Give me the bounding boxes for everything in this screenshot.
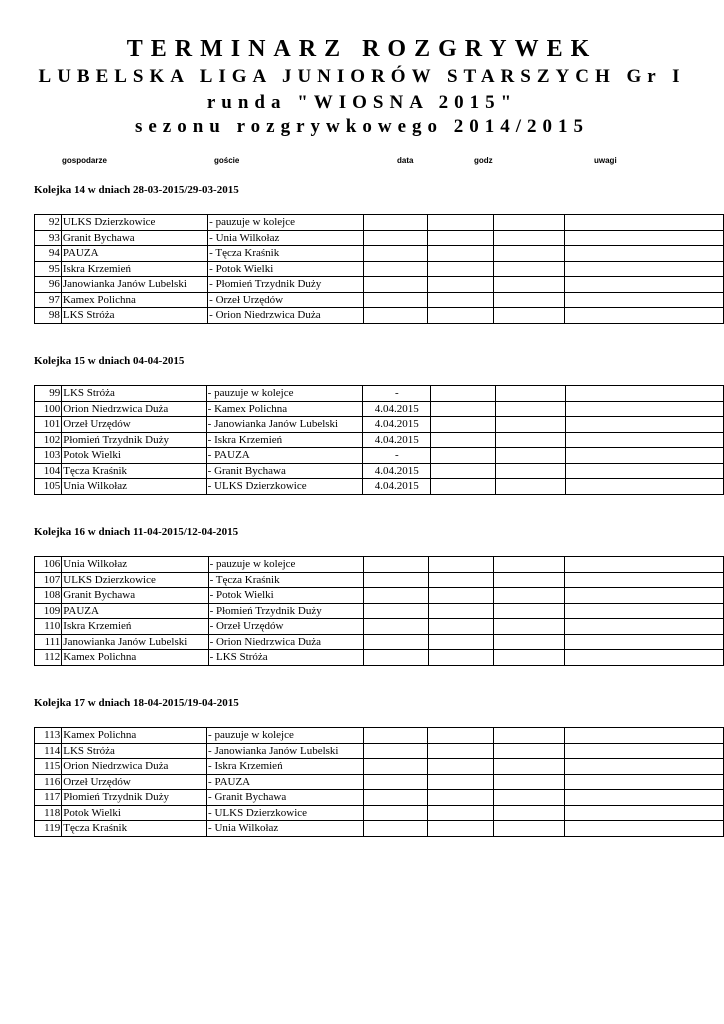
- table-row: [35, 821, 724, 837]
- away-team: - Tęcza Kraśnik: [208, 246, 363, 262]
- notes-cell: [566, 463, 724, 479]
- notes-cell: [493, 572, 564, 588]
- match-date: 4.04.2015: [363, 401, 431, 417]
- table-row: [35, 246, 724, 262]
- home-team: PAUZA: [61, 246, 207, 262]
- home-team: PAUZA: [62, 603, 208, 619]
- match-number: 94: [35, 246, 62, 262]
- away-team: - Iskra Krzemień: [207, 759, 364, 775]
- away-team: - Janowianka Janów Lubelski: [206, 417, 363, 433]
- match-date: 4.04.2015: [363, 417, 431, 433]
- notes-cell: [493, 277, 564, 293]
- away-team: - Granit Bychawa: [207, 790, 364, 806]
- match-time: [428, 774, 493, 790]
- match-time: [431, 448, 496, 464]
- match-time: [431, 386, 496, 402]
- away-team: - PAUZA: [207, 774, 364, 790]
- away-team: - Janowianka Janów Lubelski: [207, 743, 364, 759]
- match-date: [363, 743, 428, 759]
- table-row: [35, 634, 724, 650]
- notes-cell: [566, 448, 724, 464]
- match-number: 103: [35, 448, 62, 464]
- match-date: 4.04.2015: [363, 479, 431, 495]
- notes-cell: [564, 821, 723, 837]
- away-team: - pauzuje w kolejce: [208, 215, 363, 231]
- notes-cell: [564, 230, 723, 246]
- match-date: [363, 821, 428, 837]
- match-time: [428, 557, 493, 573]
- notes-cell: [564, 650, 723, 666]
- notes-cell: [564, 308, 723, 324]
- home-team: Kamex Polichna: [61, 292, 207, 308]
- match-number: 95: [35, 261, 62, 277]
- notes-cell: [493, 230, 564, 246]
- table-row: [35, 432, 724, 448]
- home-team: LKS Stróża: [61, 308, 207, 324]
- match-date: 4.04.2015: [363, 432, 431, 448]
- match-date: [363, 215, 428, 231]
- column-header-notes: uwagi: [594, 156, 617, 165]
- match-number: 112: [35, 650, 62, 666]
- match-number: 93: [35, 230, 62, 246]
- home-team: Tęcza Kraśnik: [62, 821, 207, 837]
- away-team: - Orion Niedrzwica Duża: [208, 634, 363, 650]
- notes-cell: [564, 292, 723, 308]
- table-row: [35, 557, 724, 573]
- match-number: 114: [35, 743, 62, 759]
- table-row: [35, 790, 724, 806]
- home-team: Janowianka Janów Lubelski: [61, 277, 207, 293]
- away-team: - Orzeł Urzędów: [208, 619, 363, 635]
- notes-cell: [496, 401, 566, 417]
- fixture-table: [34, 556, 724, 666]
- match-date: [363, 572, 428, 588]
- away-team: - LKS Stróża: [208, 650, 363, 666]
- match-number: 99: [35, 386, 62, 402]
- home-team: Kamex Polichna: [62, 650, 208, 666]
- notes-cell: [496, 417, 566, 433]
- table-row: [35, 774, 724, 790]
- home-team: Kamex Polichna: [62, 728, 207, 744]
- table-row: [35, 603, 724, 619]
- match-number: 118: [35, 805, 62, 821]
- notes-cell: [496, 432, 566, 448]
- match-number: 92: [35, 215, 62, 231]
- match-date: [363, 774, 428, 790]
- column-header-time: godz: [474, 156, 493, 165]
- match-number: 97: [35, 292, 62, 308]
- table-row: [35, 572, 724, 588]
- notes-cell: [493, 634, 564, 650]
- notes-cell: [564, 774, 723, 790]
- match-number: 101: [35, 417, 62, 433]
- match-date: [363, 650, 428, 666]
- table-row: [35, 743, 724, 759]
- match-time: [428, 308, 494, 324]
- home-team: Orion Niedrzwica Duża: [62, 401, 206, 417]
- notes-cell: [564, 805, 723, 821]
- match-time: [428, 634, 493, 650]
- home-team: Granit Bychawa: [61, 230, 207, 246]
- table-row: [35, 588, 724, 604]
- match-date: [363, 619, 428, 635]
- notes-cell: [493, 743, 564, 759]
- match-time: [428, 728, 493, 744]
- notes-cell: [564, 246, 723, 262]
- match-number: 113: [35, 728, 62, 744]
- match-number: 100: [35, 401, 62, 417]
- notes-cell: [564, 572, 723, 588]
- away-team: - Płomień Trzydnik Duży: [208, 603, 363, 619]
- match-date: [363, 759, 428, 775]
- match-number: 98: [35, 308, 62, 324]
- season-name: sezonu rozgrywkowego 2014/2015: [134, 116, 590, 137]
- match-time: [431, 479, 496, 495]
- column-header-date: data: [397, 156, 414, 165]
- notes-cell: [564, 603, 723, 619]
- notes-cell: [564, 759, 723, 775]
- match-time: [431, 401, 496, 417]
- home-team: Tęcza Kraśnik: [62, 463, 206, 479]
- notes-cell: [493, 215, 564, 231]
- column-header-home: gospodarze: [62, 156, 107, 165]
- table-row: [35, 308, 724, 324]
- match-date: [363, 603, 428, 619]
- notes-cell: [493, 790, 564, 806]
- match-date: [363, 728, 428, 744]
- match-date: [363, 308, 428, 324]
- away-team: - Potok Wielki: [208, 588, 363, 604]
- match-time: [428, 215, 494, 231]
- away-team: - pauzuje w kolejce: [208, 557, 363, 573]
- table-row: [35, 417, 724, 433]
- table-row: [35, 805, 724, 821]
- match-time: [428, 230, 494, 246]
- column-header-away: goście: [214, 156, 240, 165]
- notes-cell: [564, 619, 723, 635]
- notes-cell: [493, 308, 564, 324]
- away-team: - ULKS Dzierzkowice: [206, 479, 363, 495]
- notes-cell: [493, 759, 564, 775]
- fixture-table: [34, 727, 724, 837]
- notes-cell: [496, 448, 566, 464]
- match-time: [431, 432, 496, 448]
- away-team: - PAUZA: [206, 448, 363, 464]
- table-row: [35, 230, 724, 246]
- round-title: Kolejka 16 w dniach 11-04-2015/12-04-2015: [34, 526, 239, 538]
- home-team: Janowianka Janów Lubelski: [62, 634, 208, 650]
- table-row: [35, 386, 724, 402]
- match-date: [363, 557, 428, 573]
- round-title: Kolejka 14 w dniach 28-03-2015/29-03-2015: [34, 184, 239, 196]
- match-time: [428, 650, 493, 666]
- match-number: 119: [35, 821, 62, 837]
- home-team: Płomień Trzydnik Duży: [62, 432, 206, 448]
- match-date: -: [363, 448, 431, 464]
- match-number: 106: [35, 557, 62, 573]
- away-team: - Płomień Trzydnik Duży: [208, 277, 363, 293]
- match-number: 116: [35, 774, 62, 790]
- match-number: 111: [35, 634, 62, 650]
- match-date: [363, 246, 428, 262]
- home-team: Iskra Krzemień: [61, 261, 207, 277]
- match-time: [428, 603, 493, 619]
- match-date: -: [363, 386, 431, 402]
- notes-cell: [493, 261, 564, 277]
- match-time: [428, 759, 493, 775]
- match-date: [363, 261, 428, 277]
- match-date: [363, 230, 428, 246]
- match-time: [428, 292, 494, 308]
- match-date: [363, 634, 428, 650]
- away-team: - Orion Niedrzwica Duża: [208, 308, 363, 324]
- home-team: Potok Wielki: [62, 448, 206, 464]
- table-row: [35, 479, 724, 495]
- notes-cell: [564, 634, 723, 650]
- home-team: Unia Wilkołaz: [62, 479, 206, 495]
- notes-cell: [493, 774, 564, 790]
- table-row: [35, 448, 724, 464]
- home-team: Iskra Krzemień: [62, 619, 208, 635]
- notes-cell: [493, 821, 564, 837]
- home-team: ULKS Dzierzkowice: [62, 572, 208, 588]
- notes-cell: [564, 588, 723, 604]
- away-team: - ULKS Dzierzkowice: [207, 805, 364, 821]
- league-name: LUBELSKA LIGA JUNIORÓW STARSZYCH Gr I: [38, 66, 686, 87]
- home-team: Orion Niedrzwica Duża: [62, 759, 207, 775]
- match-number: 96: [35, 277, 62, 293]
- notes-cell: [493, 557, 564, 573]
- away-team: - Tęcza Kraśnik: [208, 572, 363, 588]
- table-row: [35, 261, 724, 277]
- match-number: 115: [35, 759, 62, 775]
- notes-cell: [493, 650, 564, 666]
- away-team: - Granit Bychawa: [206, 463, 363, 479]
- match-time: [428, 572, 493, 588]
- match-time: [431, 463, 496, 479]
- round-title: Kolejka 17 w dniach 18-04-2015/19-04-2015: [34, 697, 239, 709]
- notes-cell: [493, 619, 564, 635]
- away-team: - pauzuje w kolejce: [207, 728, 364, 744]
- home-team: LKS Stróża: [62, 386, 206, 402]
- match-number: 110: [35, 619, 62, 635]
- notes-cell: [496, 463, 566, 479]
- match-time: [428, 790, 493, 806]
- notes-cell: [566, 432, 724, 448]
- table-row: [35, 215, 724, 231]
- notes-cell: [493, 805, 564, 821]
- home-team: Płomień Trzydnik Duży: [62, 790, 207, 806]
- notes-cell: [566, 417, 724, 433]
- home-team: Granit Bychawa: [62, 588, 208, 604]
- away-team: - pauzuje w kolejce: [206, 386, 363, 402]
- fixture-table: [34, 385, 724, 495]
- match-time: [428, 588, 493, 604]
- notes-cell: [564, 261, 723, 277]
- match-date: [363, 292, 428, 308]
- home-team: Potok Wielki: [62, 805, 207, 821]
- notes-cell: [493, 603, 564, 619]
- document-title: TERMINARZ ROZGRYWEK: [126, 36, 598, 62]
- match-time: [428, 619, 493, 635]
- match-time: [428, 805, 493, 821]
- notes-cell: [493, 588, 564, 604]
- table-row: [35, 277, 724, 293]
- notes-cell: [564, 557, 723, 573]
- notes-cell: [493, 728, 564, 744]
- round-title: Kolejka 15 w dniach 04-04-2015: [34, 355, 185, 367]
- notes-cell: [564, 790, 723, 806]
- match-date: [363, 277, 428, 293]
- match-number: 104: [35, 463, 62, 479]
- match-date: 4.04.2015: [363, 463, 431, 479]
- home-team: LKS Stróża: [62, 743, 207, 759]
- match-number: 109: [35, 603, 62, 619]
- fixture-table: [34, 214, 724, 324]
- match-date: [363, 588, 428, 604]
- away-team: - Iskra Krzemień: [206, 432, 363, 448]
- notes-cell: [496, 479, 566, 495]
- match-time: [428, 277, 494, 293]
- home-team: ULKS Dzierzkowice: [61, 215, 207, 231]
- table-row: [35, 401, 724, 417]
- match-time: [431, 417, 496, 433]
- table-row: [35, 292, 724, 308]
- round-name: runda "WIOSNA 2015": [206, 92, 518, 113]
- match-time: [428, 246, 494, 262]
- notes-cell: [566, 386, 724, 402]
- away-team: - Kamex Polichna: [206, 401, 363, 417]
- notes-cell: [566, 401, 724, 417]
- match-number: 117: [35, 790, 62, 806]
- match-number: 102: [35, 432, 62, 448]
- match-number: 107: [35, 572, 62, 588]
- home-team: Unia Wilkołaz: [62, 557, 208, 573]
- table-row: [35, 619, 724, 635]
- notes-cell: [564, 728, 723, 744]
- table-row: [35, 728, 724, 744]
- match-number: 108: [35, 588, 62, 604]
- notes-cell: [564, 743, 723, 759]
- table-row: [35, 650, 724, 666]
- notes-cell: [496, 386, 566, 402]
- notes-cell: [493, 292, 564, 308]
- match-date: [363, 790, 428, 806]
- away-team: - Orzeł Urzędów: [208, 292, 363, 308]
- match-date: [363, 805, 428, 821]
- notes-cell: [493, 246, 564, 262]
- match-number: 105: [35, 479, 62, 495]
- match-time: [428, 821, 493, 837]
- match-time: [428, 743, 493, 759]
- home-team: Orzeł Urzędów: [62, 417, 206, 433]
- match-time: [428, 261, 494, 277]
- table-row: [35, 759, 724, 775]
- away-team: - Potok Wielki: [208, 261, 363, 277]
- away-team: - Unia Wilkołaz: [208, 230, 363, 246]
- table-row: [35, 463, 724, 479]
- home-team: Orzeł Urzędów: [62, 774, 207, 790]
- notes-cell: [566, 479, 724, 495]
- notes-cell: [564, 277, 723, 293]
- notes-cell: [564, 215, 723, 231]
- away-team: - Unia Wilkołaz: [207, 821, 364, 837]
